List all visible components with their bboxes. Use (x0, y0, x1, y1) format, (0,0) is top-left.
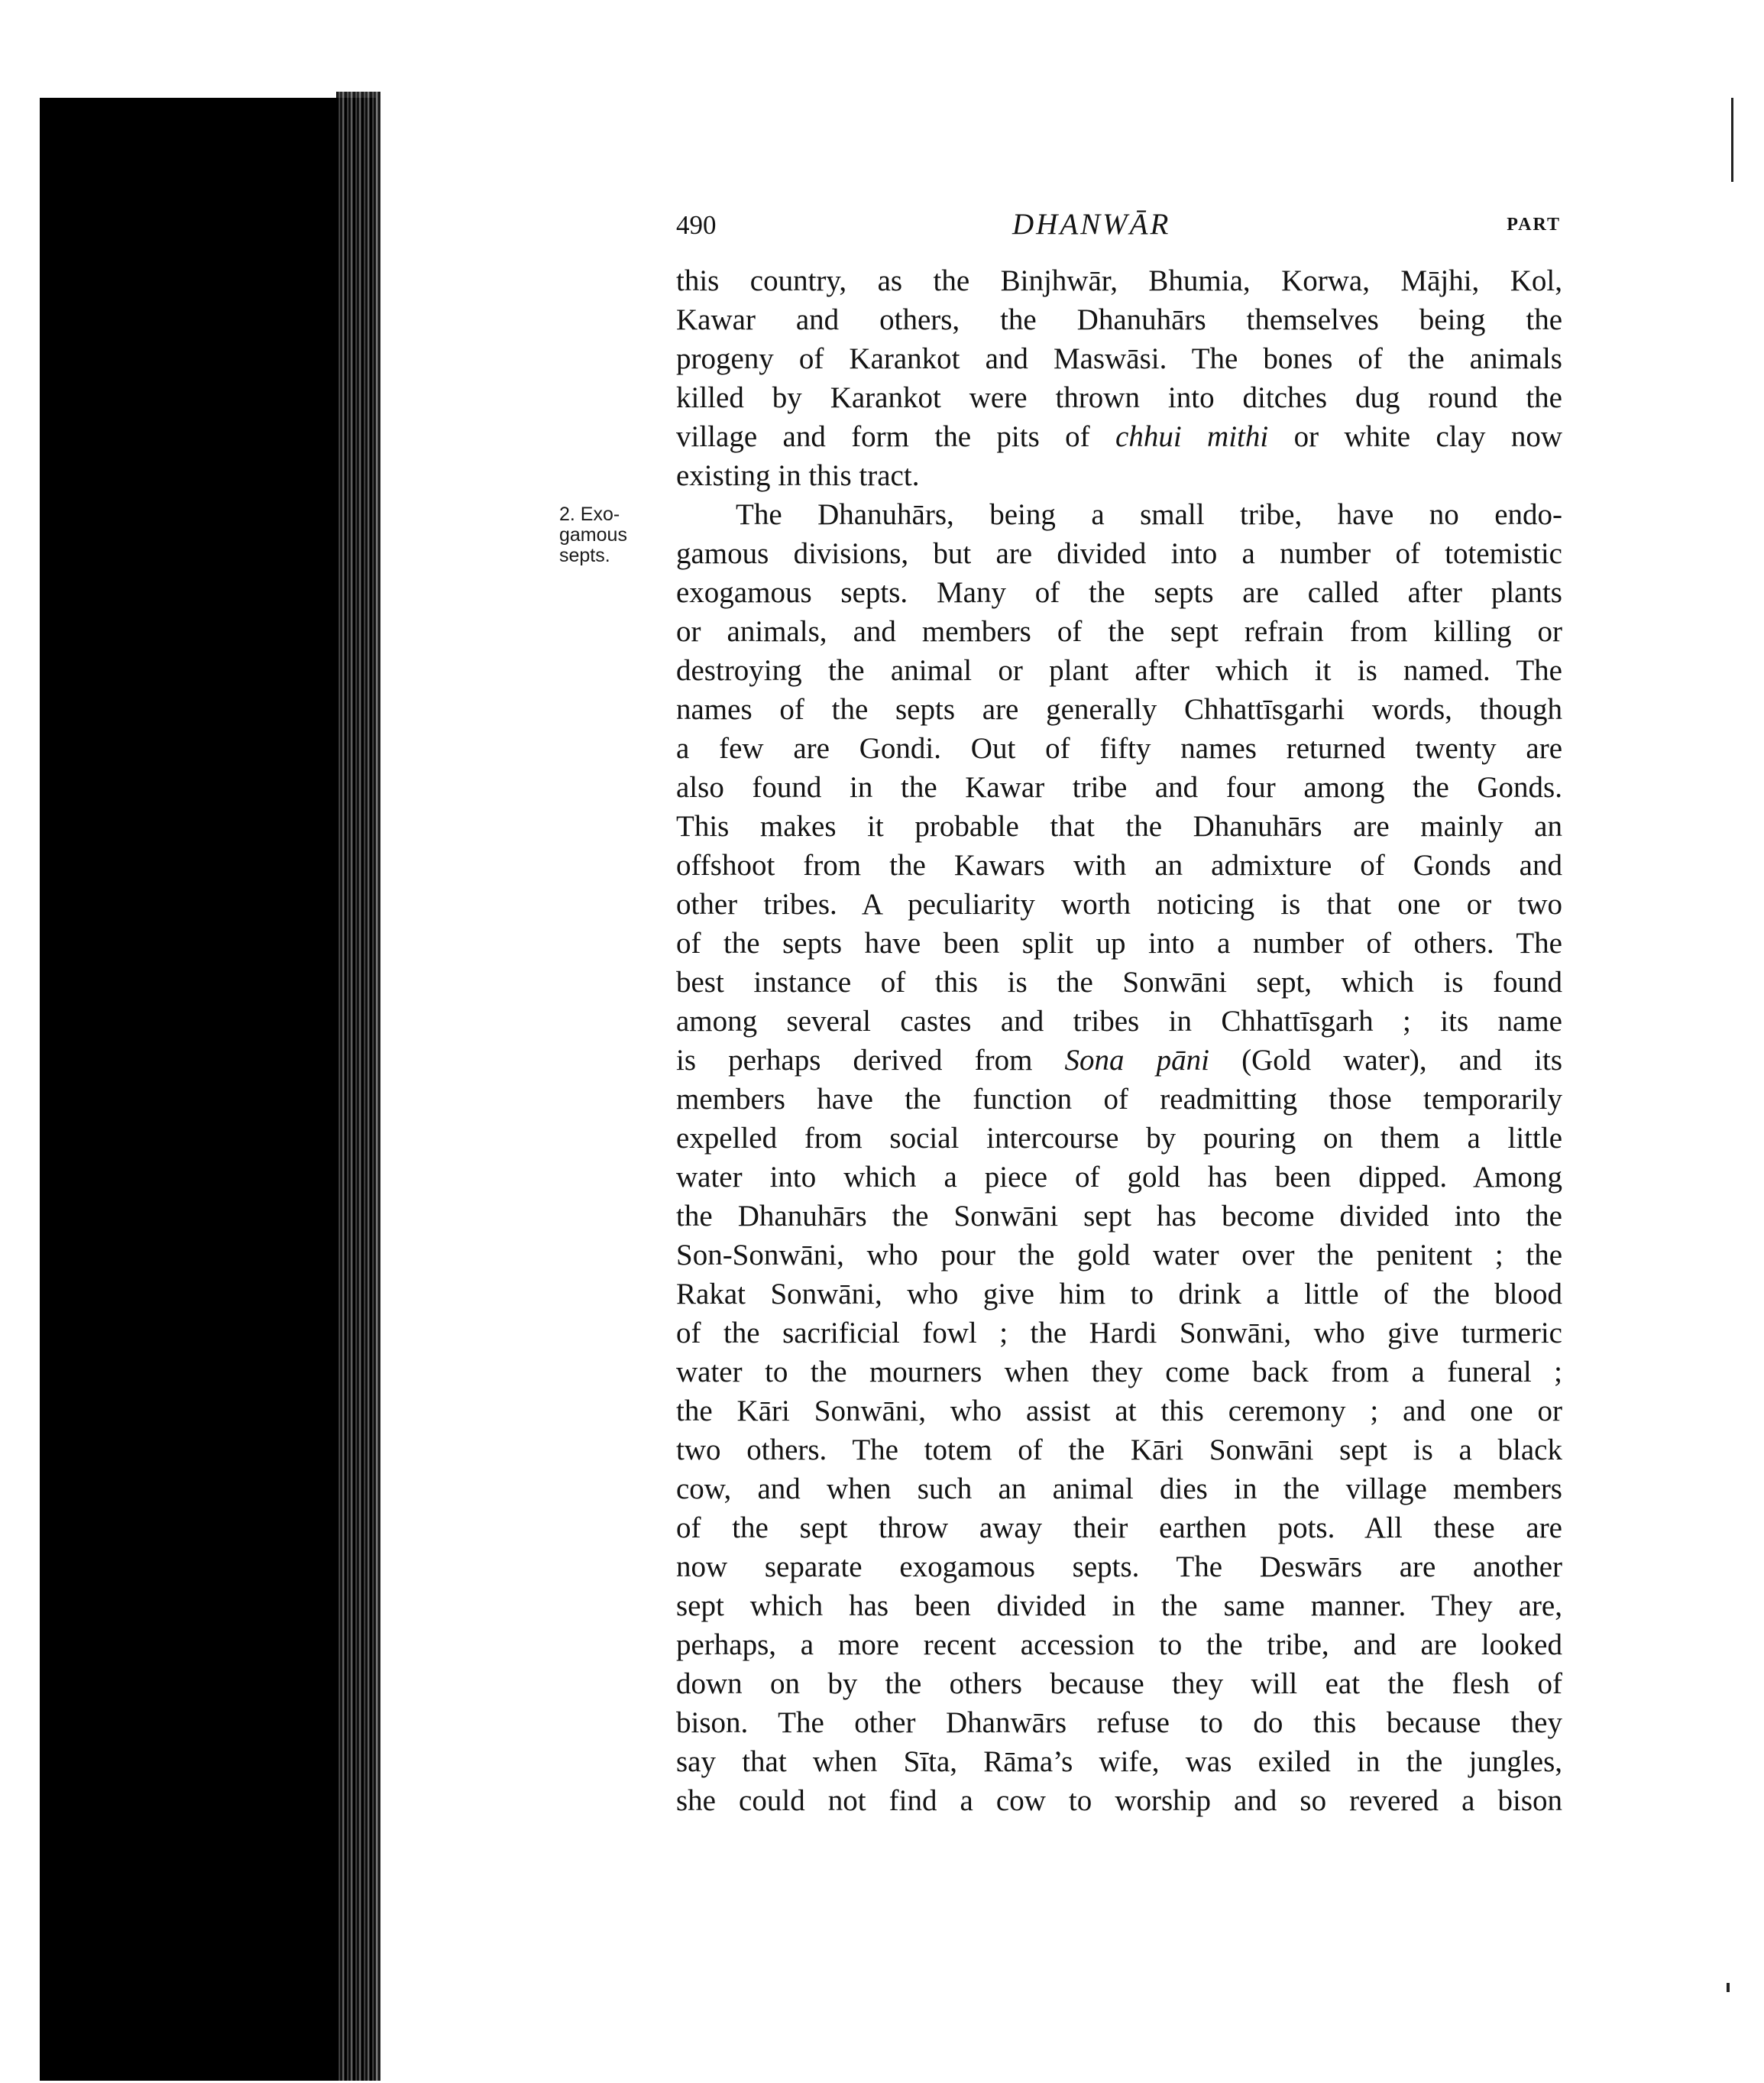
text-line: members have the function of readmitting those temporarily (676, 1083, 1562, 1116)
text-line: also found in the Kawar tribe and four among the Gonds. (676, 771, 1562, 804)
text-line: two others. The totem of the Kāri Sonwāni sept is a black (676, 1433, 1562, 1466)
text-line: Kawar and others, the Dhanuhārs themselves being the (676, 303, 1562, 336)
text-line-start: is perhaps derived from (676, 1044, 1065, 1077)
text-line: killed by Karankot were thrown into ditches dug round the (676, 381, 1562, 414)
text-line: say that when Sīta, Rāma’s wife, was exiled in the jungles, (676, 1745, 1562, 1778)
text-line: or animals, and members of the sept refrain from killing or (676, 615, 1562, 648)
text-line: sept which has been divided in the same manner. They are, (676, 1589, 1562, 1622)
text-line-end: (Gold water), and its (1209, 1044, 1562, 1077)
text-line: bison. The other Dhanwārs refuse to do this because they (676, 1706, 1562, 1739)
paragraph-start-line: The Dhanuhārs, being a small tribe, have no endo- (736, 498, 1562, 531)
text-line: exogamous septs. Many of the septs are called after plants (676, 576, 1562, 609)
text-line: other tribes. A peculiarity worth noticing is that one or two (676, 888, 1562, 921)
text-line: cow, and when such an animal dies in the village members (676, 1472, 1562, 1505)
margin-note-line: septs. (559, 545, 610, 566)
text-line-end: or white clay now (1268, 420, 1562, 453)
text-line: perhaps, a more recent accession to the tribe, and are looked (676, 1628, 1562, 1661)
margin-note-line: 2. Exo- (559, 504, 620, 525)
body-text (676, 261, 1562, 1820)
italic-term: Sona pāni (1064, 1044, 1210, 1077)
text-line: Rakat Sonwāni, who give him to drink a little of the blood (676, 1278, 1562, 1310)
text-line: expelled from social intercourse by pouring on them a little (676, 1122, 1562, 1155)
page-title: DHANWĀR (1012, 208, 1171, 241)
text-line: progeny of Karankot and Maswāsi. The bones of the animals (676, 342, 1562, 375)
text-line: among several castes and tribes in Chhattīsgarh ; its name (676, 1005, 1562, 1038)
text-line-start: village and form the pits of (676, 420, 1116, 453)
italic-term: chhui mithi (1115, 420, 1269, 453)
text-line (676, 417, 1562, 456)
text-line: offshoot from the Kawars with an admixture of Gonds and (676, 849, 1562, 882)
text-line: water to the mourners when they come back from a funeral ; (676, 1356, 1562, 1388)
text-line: she could not find a cow to worship and so revered a bison (676, 1784, 1562, 1817)
text-line: destroying the animal or plant after which it is named. The (676, 654, 1562, 687)
text-line: of the sacrificial fowl ; the Hardi Sonwāni, who give turmeric (676, 1317, 1562, 1349)
text-line: water into which a piece of gold has been dipped. Among (676, 1161, 1562, 1194)
text-line: names of the septs are generally Chhattīsgarhi words, though (676, 693, 1562, 726)
text-line: best instance of this is the Sonwāni sept, which is found (676, 966, 1562, 999)
margin-note-line: gamous (559, 524, 627, 546)
text-line: of the septs have been split up into a number of others. The (676, 927, 1562, 960)
running-head (676, 201, 1578, 247)
scan-edge-mark (1727, 1983, 1730, 1992)
margin-note (559, 504, 659, 566)
text-line: the Kāri Sonwāni, who assist at this ceremony ; and one or (676, 1395, 1562, 1427)
page-number: 490 (676, 210, 717, 240)
text-line: a few are Gondi. Out of fifty names returned twenty are (676, 732, 1562, 765)
text-line: down on by the others because they will eat the flesh of (676, 1667, 1562, 1700)
scan-edge-mark (1731, 98, 1733, 182)
scan-binding-shadow (40, 98, 376, 2081)
text-line: now separate exogamous septs. The Deswārs are another (676, 1550, 1562, 1583)
text-line (676, 1041, 1562, 1080)
text-line: existing in this tract. (676, 459, 920, 492)
part-label: PART (1507, 215, 1561, 235)
text-line: this country, as the Binjhwār, Bhumia, Korwa, Mājhi, Kol, (676, 264, 1562, 297)
text-line: the Dhanuhārs the Sonwāni sept has become divided into the (676, 1200, 1562, 1233)
text-line: This makes it probable that the Dhanuhārs are mainly an (676, 810, 1562, 843)
text-line: Son-Sonwāni, who pour the gold water over the penitent ; the (676, 1239, 1562, 1272)
text-line: of the sept throw away their earthen pots. All these are (676, 1511, 1562, 1544)
scan-binding-edge (336, 92, 380, 2081)
text-line: gamous divisions, but are divided into a number of totemistic (676, 537, 1562, 570)
